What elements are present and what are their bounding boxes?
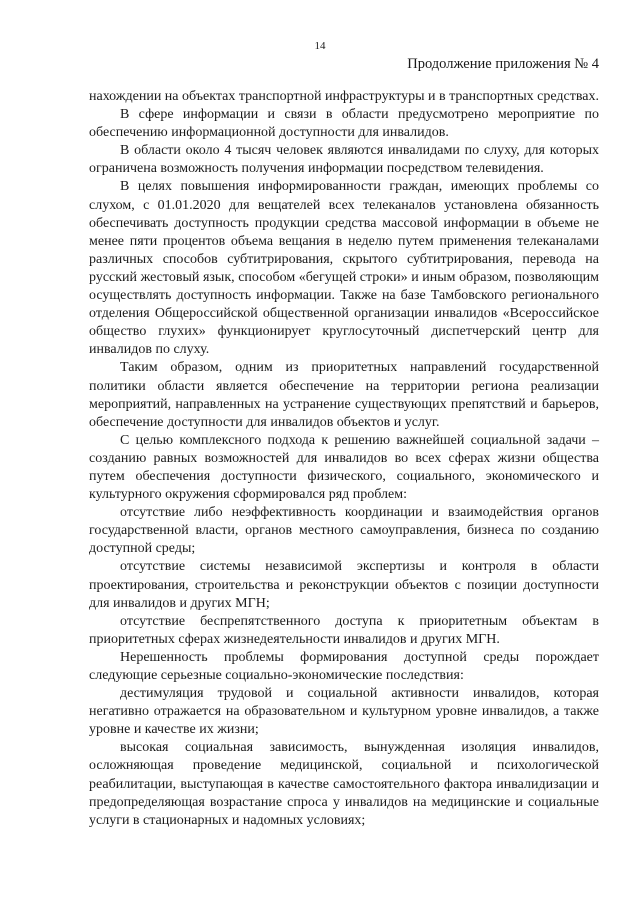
paragraph-consequence-dependency: высокая социальная зависимость, вынужденная изоляция инвалидов, осложняющая проведение медицинской, социальной и психологической реабилитации, выступающая в качестве самостоятельного фактора инвалидизации и предопределяющая возрастание спроса у инвалидов на медицинские и социальные услуги в стационарных и надомных условиях; <box>89 740 599 828</box>
paragraph-broadcasting-subtitles: В целях повышения информированности граждан, имеющих проблемы со слухом, с 01.01.2020 для вещателей всех телеканалов установлена обязанность обеспечивать доступность продукции средства массовой информации в объеме не менее пяти процентов объема вещания в неделю путем применения телеканалами различных способов субтитрирования, скрытого субтитрирования, перевода на русский жестовый язык, способом «бегущей строки» и иным образом, позволяющим осуществлять доступность информации. Также на базе Тамбовского регионального отделения Общероссийской общественной организации инвалидов «Всероссийское общество глухих» функционирует круглосуточный диспетчерский центр для инвалидов по слуху. <box>89 179 599 358</box>
paragraph-problem-access: отсутствие беспрепятственного доступа к приоритетным объектам в приоритетных сферах жизнедеятельности инвалидов и других МГН. <box>89 613 599 647</box>
paragraph-state-policy: Таким образом, одним из приоритетных направлений государственной политики области является обеспечение на территории региона реализации мероприятий, направленных на устранение существующих препятствий и барьеров, обеспечение доступности для инвалидов объектов и услуг. <box>89 360 599 430</box>
page-number: 14 <box>314 40 326 52</box>
paragraph-consequences-intro: Нерешенность проблемы формирования доступной среды порождает следующие серьезные социально-экономические последствия: <box>89 649 599 683</box>
appendix-continuation-note: Продолжение приложения № 4 <box>407 56 599 72</box>
paragraph-problems-intro: С целью комплексного подхода к решению важнейшей социальной задачи – созданию равных возможностей для инвалидов во всех сферах жизни общества путем обеспечения доступности физического, социального, экономического и культурного окружения сформировался ряд проблем: <box>89 432 599 503</box>
paragraph-consequence-activity: дестимуляция трудовой и социальной активности инвалидов, которая негативно отражается на образовательном и культурном уровне инвалидов, а также уровне и качестве их жизни; <box>89 686 599 738</box>
paragraph-problem-coordination: отсутствие либо неэффективность координации и взаимодействия органов государственной власти, органов местного самоуправления, бизнеса по созданию доступной среды; <box>89 505 599 557</box>
paragraph-continuation: нахождении на объектах транспортной инфраструктуры и в транспортных средствах. <box>89 89 600 104</box>
paragraph-problem-expertise: отсутствие системы независимой экспертизы и контроля в области проектирования, строительства и реконструкции объектов с позиции доступности для инвалидов и других МГН; <box>89 559 599 611</box>
paragraph-information-accessibility: В сфере информации и связи в области предусмотрено мероприятие по обеспечению информационной доступности для инвалидов. <box>89 107 599 141</box>
body-text <box>89 88 599 830</box>
paragraph-hearing-impaired: В области около 4 тысяч человек являются инвалидами по слуху, для которых ограничена возможность получения информации посредством телевидения. <box>89 143 599 177</box>
